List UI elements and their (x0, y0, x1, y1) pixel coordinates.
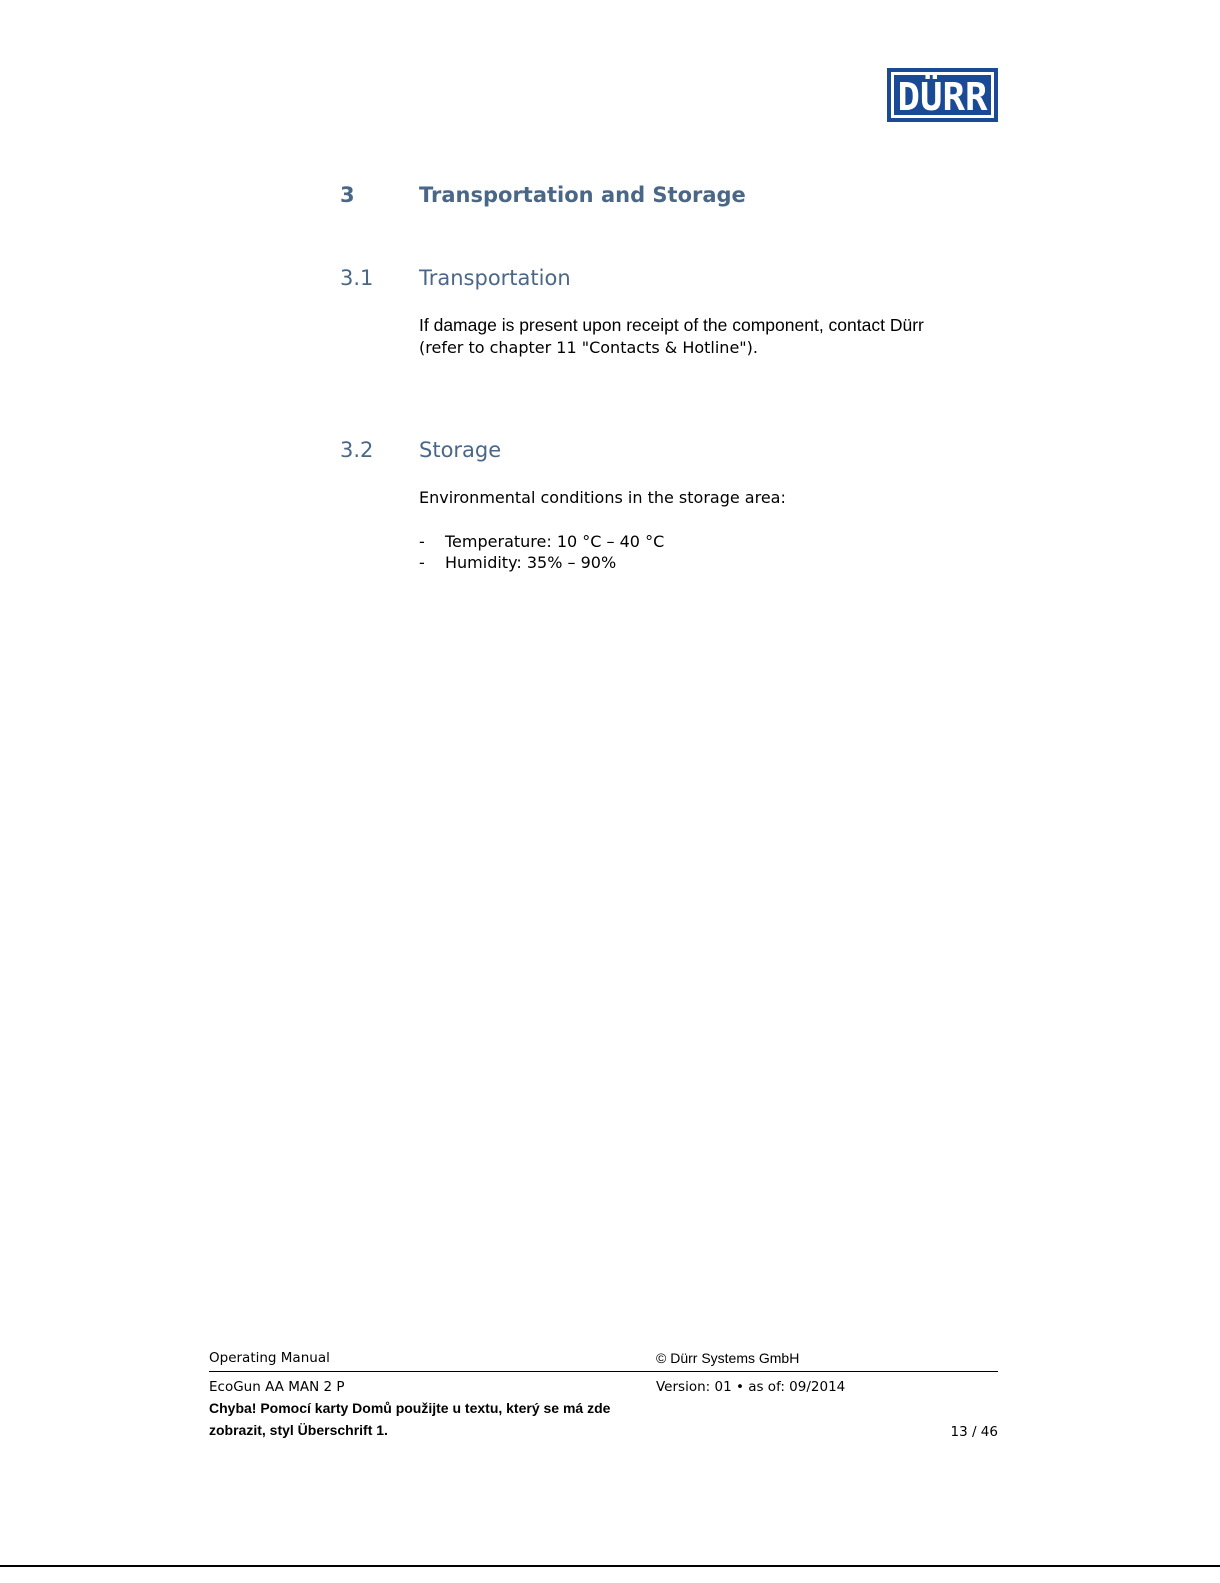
bullet-dash: - (419, 532, 425, 551)
footer-page-number: 13 / 46 (950, 1424, 998, 1440)
footer-error-line-2: zobrazit, styl Überschrift 1. (209, 1422, 388, 1438)
storage-intro: Environmental conditions in the storage area: (419, 488, 786, 507)
footer-doc-type: Operating Manual (209, 1350, 330, 1366)
bullet-dash: - (419, 553, 425, 572)
section-number: 3.1 (340, 266, 374, 290)
storage-conditions-list (419, 531, 664, 573)
list-item-text: Humidity: 35% – 90% (445, 553, 617, 572)
section-title: Transportation (419, 266, 571, 290)
list-item (419, 552, 664, 573)
chapter-number: 3 (340, 183, 355, 207)
footer-copyright: © Dürr Systems GmbH (656, 1350, 800, 1366)
page-bottom-edge (0, 1565, 1220, 1567)
durr-logo (887, 68, 998, 122)
footer-error-line-1: Chyba! Pomocí karty Domů použijte u textu, který se má zde (209, 1400, 611, 1416)
list-item (419, 531, 664, 552)
transportation-text-line-2: (refer to chapter 11 "Contacts & Hotline"). (419, 338, 758, 357)
footer-version: Version: 01 • as of: 09/2014 (656, 1379, 846, 1395)
chapter-title: Transportation and Storage (419, 183, 746, 207)
transportation-text-line-1: If damage is present upon receipt of the component, contact Dürr (419, 315, 924, 335)
footer-product: EcoGun AA MAN 2 P (209, 1379, 345, 1395)
section-number: 3.2 (340, 438, 374, 462)
section-title: Storage (419, 438, 502, 462)
footer-divider (209, 1371, 998, 1372)
list-item-text: Temperature: 10 °C – 40 °C (445, 532, 665, 551)
logo-text: DÜRR (897, 75, 988, 119)
